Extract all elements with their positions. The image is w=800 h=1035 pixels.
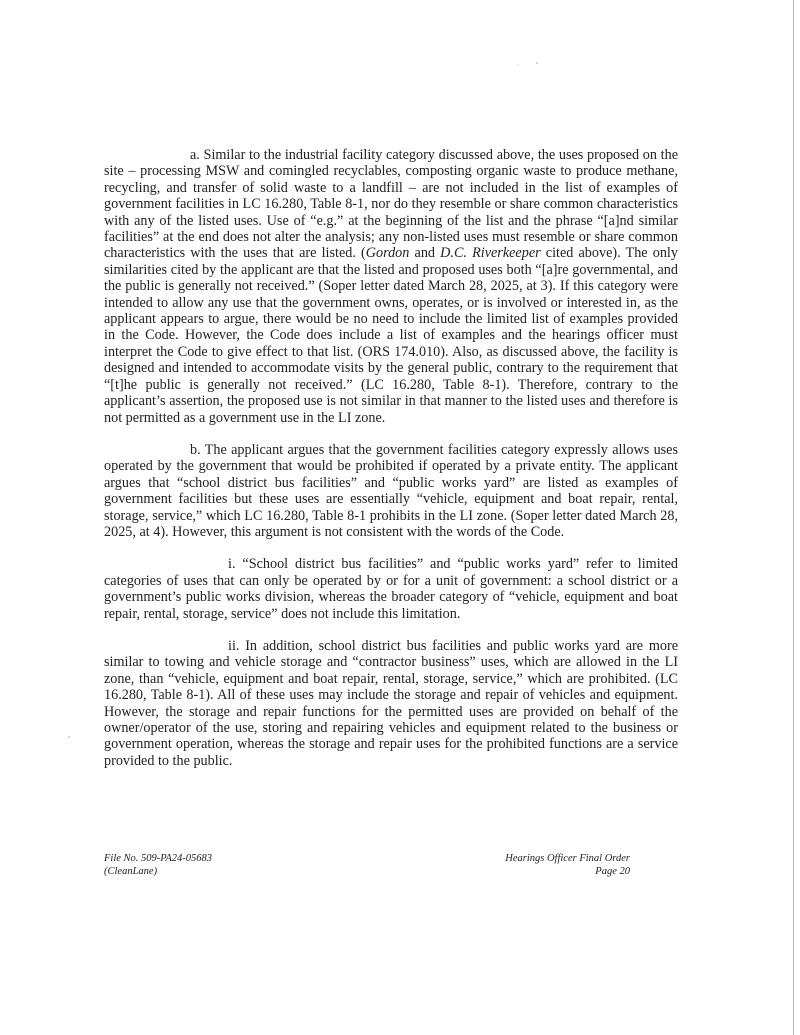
footer-right bbox=[498, 853, 630, 878]
scan-edge-line bbox=[793, 0, 794, 1035]
case-citation-gordon: Gordon bbox=[365, 245, 410, 262]
scan-speck bbox=[536, 62, 538, 64]
paragraph-b-text: b. The applicant argues that the government facilities category expressly allows uses operated by the government that would be prohibited if operated by a private entity. The applicant argues that “school district bus facilities” and “public works yard” are listed as examples of government facilities but these uses are essentially “vehicle, equipment and boat repair, rental, storage, service,” which LC 16.280, Table 8-1 prohibits in the LI zone. (Soper letter dated March 28, 2025, at 4). However, this argument is not consistent with the words of the Code. bbox=[104, 441, 678, 540]
paragraph-a-text-3: cited above). The only similarities cited by the applicant are that the listed and proposed uses both “[a]re governmental, and the public is generally not received.” (Soper letter dated March 28, 2025, at 3). If this category were intended to allow any use that the government owns, operates, or is involved or interested in, as the applicant appears to argue, there would be no need to include the limited list of examples provided in the Code. However, the Code does include a list of examples and the hearings officer must interpret the Code to give effect to that list. (ORS 174.010). Also, as discussed above, the facility is designed and intended to accommodate visits by the general public, contrary to the requirement that “[t]he public is generally not received.” (LC 16.280, Table 8-1). Therefore, contrary to the applicant’s assertion, the proposed use is not similar in that manner to the listed uses and therefore is not permitted as a government use in the LI zone. bbox=[104, 245, 678, 426]
paragraph-b-i-text: i. “School district bus facilities” and “public works yard” refer to limited categories of uses that can only be operated by or for a unit of government: a school district or a government’s public works division, whereas the broader category of “vehicle, equipment and boat repair, rental, storage, service” does not include this limitation. bbox=[104, 556, 678, 622]
footer-left bbox=[104, 853, 212, 878]
paragraph-a bbox=[104, 147, 678, 426]
paragraph-a-text-1: a. Similar to the industrial facility category discussed above, the uses proposed on the site – processing MSW and comingled recyclables, composting organic waste to produce methane, recycling, and transfer of solid waste to a landfill – are not included in the list of examples of government facilities in LC 16.280, Table 8-1, nor do they resemble or share common characteristics with any of the listed uses. Use of “e.g.” at the beginning of the list and the phrase “[a]nd similar facilities” at the end does not alter the analysis; any non-listed uses must resemble or share common characteristics with the uses that are listed. ( bbox=[104, 147, 678, 262]
paragraph-b-ii-text: ii. In addition, school district bus facilities and public works yard are more similar to towing and vehicle storage and “contractor business” uses, which are allowed in the LI zone, than “vehicle, equipment and boat repair, rental, storage, service,” which are prohibited. (LC 16.280, Table 8-1). All of these uses may include the storage and repair of vehicles and equipment. However, the storage and repair functions for the permitted uses are provided on behalf of the owner/operator of the use, storing and repairing vehicles and equipment related to the business or government operation, whereas the storage and repair uses for the prohibited functions are a service provided to the public. bbox=[104, 637, 678, 769]
footer-file-number: File No. 509-PA24-05683 bbox=[104, 853, 213, 864]
footer-page-number: Page 20 bbox=[595, 865, 630, 877]
paragraph-b-i bbox=[104, 556, 678, 622]
footer-document-title: Hearings Officer Final Order bbox=[505, 853, 630, 864]
footer-case-name: (CleanLane) bbox=[104, 865, 158, 877]
scan-speck bbox=[68, 736, 70, 738]
paragraph-b bbox=[104, 442, 678, 540]
scan-speck bbox=[517, 64, 518, 65]
paragraph-b-ii bbox=[104, 638, 678, 769]
case-citation-dc-riverkeeper: D.C. Riverkeeper bbox=[440, 245, 541, 262]
document-body bbox=[104, 147, 678, 785]
paragraph-a-text-2: and bbox=[409, 245, 441, 262]
